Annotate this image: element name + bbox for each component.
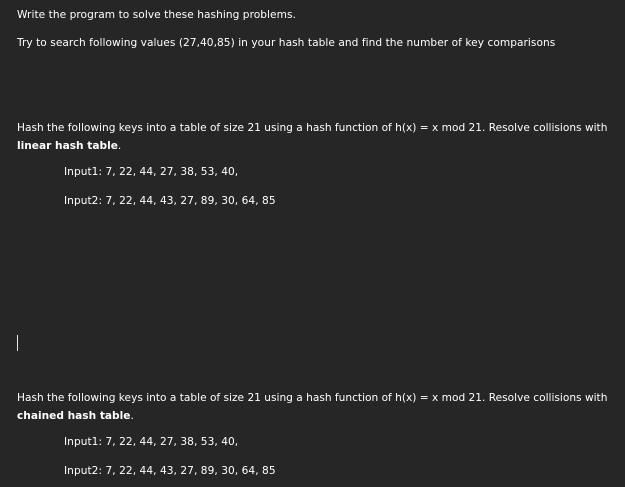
text-cursor [17,335,18,351]
linear-hash-text: Hash the following keys into a table of size 21 using a hash function of h(x) = x mod 21. Resolve collisions with [17,122,608,134]
linear-input2: Input2: 7, 22, 44, 43, 27, 89, 30, 64, 85 [64,195,276,207]
intro-line: Write the program to solve these hashing problems. [17,9,296,21]
chained-input1: Input1: 7, 22, 44, 27, 38, 53, 40, [64,436,239,448]
chained-input2: Input2: 7, 22, 44, 43, 27, 89, 30, 64, 85 [64,465,276,477]
linear-hash-bold: linear hash table [17,140,118,152]
chained-hash-end: . [130,410,134,422]
linear-hash-end: . [117,140,122,152]
chained-hash-paragraph [17,389,617,425]
linear-input1: Input1: 7, 22, 44, 27, 38, 53, 40, [64,166,239,178]
chained-hash-bold: chained hash table [17,410,131,422]
chained-hash-text: Hash the following keys into a table of size 21 using a hash function of h(x) = x mod 21. Resolve collisions with [17,392,608,404]
linear-hash-paragraph [17,119,617,155]
search-task-line: Try to search following values (27,40,85) in your hash table and find the number of key comparisons [17,37,556,49]
